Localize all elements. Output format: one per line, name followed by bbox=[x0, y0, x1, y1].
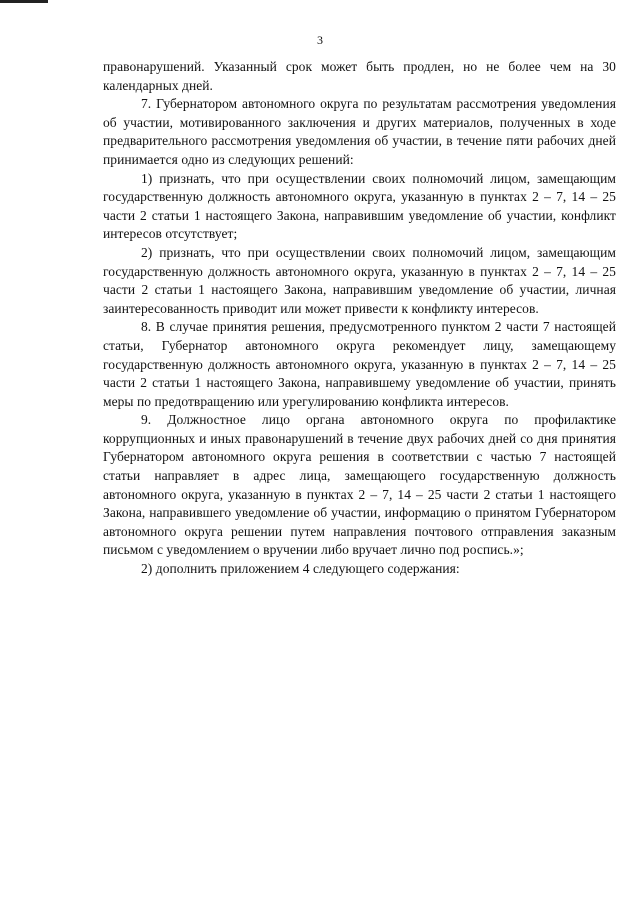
page-number: 3 bbox=[317, 33, 323, 47]
paragraph-item-7: 7. Губернатором автономного округа по результатам рассмотрения уведомления об участии, мотивированного заключения и других материалов, полученных в ходе предварительного рассмотрения уведомления об участии, в течение пяти рабочих дней принимается одно из следующих решений: bbox=[103, 96, 616, 167]
document-body bbox=[103, 58, 616, 579]
paragraph-item-8: 8. В случае принятия решения, предусмотренного пунктом 2 части 7 настоящей статьи, Губернатор автономного округа рекомендует лицу, замещающему государственную должность автономного округа, указанную в пунктах 2 – 7, 14 – 25 части 2 статьи 1 настоящего Закона, направившему уведомление об участии, принять меры по предотвращению или урегулированию конфликта интересов. bbox=[103, 319, 616, 409]
paragraph-amendment-2: 2) дополнить приложением 4 следующего содержания: bbox=[141, 561, 460, 577]
scan-corner-mark bbox=[0, 0, 48, 3]
paragraph-item-7-2: 2) признать, что при осуществлении своих полномочий лицом, замещающим государственную должность автономного округа, указанную в пунктах 2 – 7, 14 – 25 части 2 статьи 1 настоящего Закона, направившим уведомление об участии, личная заинтересованность приводит или может привести к конфликту интересов. bbox=[103, 244, 616, 316]
paragraph-item-9: 9. Должностное лицо органа автономного округа по профилактике коррупционных и иных правонарушений в течение двух рабочих дней со дня принятия Губернатором автономного округа решения в соответствии с частью 7 настоящей статьи направляет в адрес лица, замещающего государственную должность автономного округа, указанную в пунктах 2 – 7, 14 – 25 части 2 статьи 1 настоящего Закона, направившего уведомление об участии, информацию о принятом Губернатором автономного округа решении путем направления почтового отправления заказным письмом с уведомлением о вручении либо вручает лично под роспись.»; bbox=[103, 412, 616, 558]
paragraph-continuation: правонарушений. Указанный срок может быть продлен, но не более чем на 30 календарных дней. bbox=[103, 59, 616, 93]
paragraph-item-7-1: 1) признать, что при осуществлении своих полномочий лицом, замещающим государственную должность автономного округа, указанную в пунктах 2 – 7, 14 – 25 части 2 статьи 1 настоящего Закона, направившим уведомление об участии, конфликт интересов отсутствует; bbox=[103, 170, 616, 242]
